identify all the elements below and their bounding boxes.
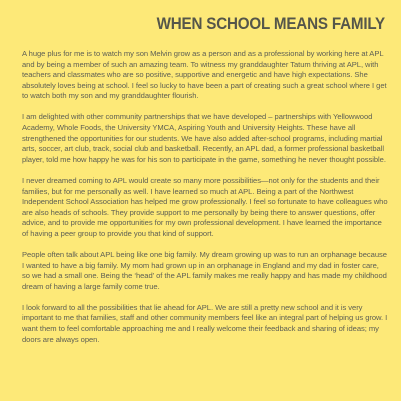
paragraph-looking-forward: I look forward to all the possibilities that lie ahead for APL. We are still a pretty new school and it is very important to me that families, staff and other community members feel like an integral part of helping us grow. I want them to feel comfortable approaching me and I really welcome their feedback and sharing of ideas; my doors are always open.: [22, 302, 388, 344]
paragraph-personal-growth: I never dreamed coming to APL would create so many more possibilities—not only for the students and their families, but for me personally as well. I have learned so much at APL. Being a part of the Northwest Independent School Association has helped me grow professionally. I feel so fortunate to have colleagues who are also heads of schools. They provide support to me personally by being there to answer questions, offer advice, and to provide me opportunities for my own professional development. I have learned the importance of having a peer group to provide you that kind of support.: [22, 175, 388, 238]
paragraph-big-family: People often talk about APL being like one big family. My dream growing up was to run an orphanage because I wanted to have a big family. My mom had grown up in an orphanage in England and my dad in foster care, so we had a small one. Being the ‘head’ of the APL family makes me really happy and has made my childhood dream of having a large family come true.: [22, 250, 387, 291]
paragraph-family-growth: A huge plus for me is to watch my son Melvin grow as a person and as a professional by working here at APL and by being a member of such an amazing team. To witness my granddaughter Tatum thriving at APL, with teachers and classmates who are so positive, supportive and energetic and have high expectations. She absolutely loves being at school. I feel so lucky to have been a part of creating such a great school where I get to watch both my son and my granddaughter flourish.: [22, 49, 387, 101]
article-body: [22, 49, 388, 345]
paragraph-community-partnerships: I am delighted with other community partnerships that we have developed – partnerships with Yellowwood Academy, Whole Foods, the University YMCA, Aspiring Youth and University Heights. These have all strengthened the opportunities for our students. We have also added after-school programs, including martial arts, soccer, art club, track, social club and basketball. Recently, an APL dad, a former professional basketball player, told me how happy he was for his son to participate in the game, something he never thought possible.: [22, 112, 386, 164]
page-title: WHEN SCHOOL MEANS FAMILY: [156, 15, 385, 33]
